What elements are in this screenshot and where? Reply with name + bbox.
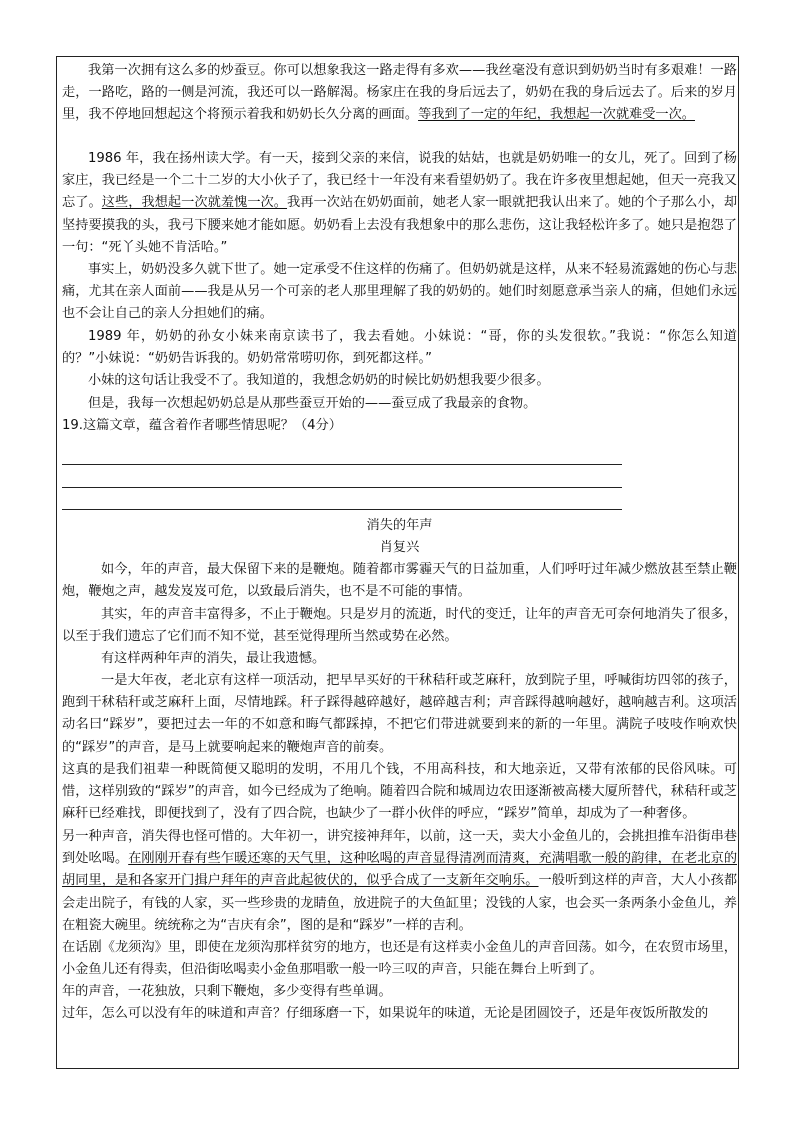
paragraph-sister-words: 小妹的这句话让我受不了。我知道的，我想念奶奶的时候比奶奶想我要少很多。 (88, 373, 550, 388)
paragraph-grandma-pain: 事实上，奶奶没多久就下世了。她一定承受不住这样的伤痛了。但奶奶就是这样，从来不轻易流露她的伤心与悲痛，尤其在亲人面前——我是从另一个可亲的老人那里理解了我的奶奶的。她们时刻愿意承当亲人的痛，但她们永远也不会让自己的亲人分担她们的痛。 (62, 262, 737, 322)
underlined-sentence: 等我到了一定的年纪，我想起一次就难受一次。 (418, 107, 695, 123)
text: 一般听到这样的声音，大人小孩都会走出院子，有钱的人家，买一些珍贵的龙睛鱼，放进院子的大鱼缸里；没钱的人家，也会买一条两条小金鱼儿，养在粗瓷大碗里。统统称之为“吉庆有余”，图的是和“踩岁”一样的吉利。 (62, 873, 738, 933)
text: 另一种声音，消失得也怪可惜的。大年初一，讲究接神拜年，以前，这一天，卖大小金鱼儿的，会挑担推车沿街串巷到处吆喝。 (62, 829, 737, 867)
article-author: 肖复兴 (379, 540, 420, 555)
underlined-sentence: 在刚刚开春有些乍暖还寒的天气里，这种吆喝的声音显得清冽而清爽，充满唱歌一般的韵律，在老北京的胡同里，是和各家开门揖户拜年的声音此起彼伏的，似乎合成了一支新年交响乐。 (62, 851, 738, 889)
text: 我再一次站在奶奶面前，她老人家一眼就把我认出来了。她的个子那么小，却坚持要摸我的头，我弓下腰来她才能如愿。奶奶看上去没有我想象中的那么悲伤，这让我轻松许多了。她只是抱怨了一句：“死丫头她不肯活哈。” (62, 195, 738, 255)
text: 我第一次拥有这么多的炒蚕豆。你可以想象我这一路走得有多欢——我丝毫没有意识到奶奶当时有多艰难！一路走，一路吃，路的一侧是河流，我还可以一路解渴。杨家庄在我的身后远去了，奶奶在我的身后远去了。后来的岁月里，我不停地回想起这个将预示着我和奶奶长久分离的画面。 (62, 63, 737, 123)
paragraph-firecrackers: 如今，年的声音，最大保留下来的是鞭炮。随着都市雾霾天气的日益加重，人们呼吁过年减少燃放甚至禁止鞭炮，鞭炮之声，越发岌岌可危，以致最后消失，也不是不可能的事情。 (62, 562, 737, 600)
answer-line-1[interactable] (62, 464, 622, 465)
question-19: 19.这篇文章，蕴含着作者哪些情思呢？（4分） (62, 418, 342, 433)
paragraph-longxugou: 在话剧《龙须沟》里，即使在龙须沟那样贫穷的地方，也还是有这样卖小金鱼儿的声音回荡。如今，在农贸市场里，小金鱼儿还有得卖，但沿街吆喝卖小金鱼那唱歌一般一吟三叹的声音，只能在舞台上听到了。 (62, 940, 737, 978)
text: 1986 年，我在扬州读大学。有一天，接到父亲的来信，说我的姑姑，也就是奶奶唯一的女儿，死了。回到了杨家庄，我已经是一个二十二岁的大小伙子了，我已经十一年没有来看望奶奶了。我在许多夜里想起她，但天一亮我又忘了。 (62, 151, 737, 211)
paragraph-goldfish-seller (62, 826, 737, 937)
paragraph-invention: 这真的是我们祖辈一种既简便又聪明的发明，不用几个钱，不用高科技，和大地亲近，又带有浓郁的民俗风味。可惜，这样别致的“踩岁”的声音，如今已经成为了绝响。随着四合院和城周边农田逐渐被高楼大厦所替代，秫秸秆或芝麻秆已经难找，即便找到了，没有了四合院，也缺少了一群小伙伴的呼应，“踩岁”简单，却成为了一种奢侈。 (62, 762, 737, 822)
paragraph-1989: 1989 年，奶奶的孙女小妹来南京读书了，我去看她。小妹说：“哥，你的头发很软。”我说：“你怎么知道的？”小妹说：“奶奶告诉我的。奶奶常常唠叨你，到死都这样。” (62, 329, 737, 367)
answer-line-2[interactable] (62, 487, 622, 488)
paragraph-caisui: 一是大年夜，老北京有这样一项活动，把早早买好的干秫秸秆或芝麻秆，放到院子里，呼喊街坊四邻的孩子，跑到干秫秸秆或芝麻秆上面，尽情地踩。秆子踩得越碎越好，越碎越吉利；声音踩得越响越好，越响越吉利。这项活动名曰“踩岁”，要把过去一年的不如意和晦气都踩掉，不把它们带进就要到来的新的一年里。满院子吱吱作响欢快的“踩岁”的声音，是马上就要响起来的鞭炮声音的前奏。 (62, 673, 737, 755)
answer-line-3[interactable] (62, 509, 622, 510)
paragraph-monotone: 年的声音，一花独放，只剩下鞭炮，多少变得有些单调。 (62, 984, 392, 999)
paragraph-beans-ending: 但是，我每一次想起奶奶总是从那些蚕豆开始的——蚕豆成了我最亲的食物。 (88, 396, 537, 411)
paragraph-beans-journey (62, 60, 737, 127)
document-frame (56, 56, 739, 1069)
paragraph-rich-sounds: 其实，年的声音丰富得多，不止于鞭炮。只是岁月的流逝，时代的变迁，让年的声音无可奈何地消失了很多，以至于我们遗忘了它们而不知不觉，甚至觉得理所当然或势在必然。 (62, 607, 737, 645)
paragraph-two-sounds: 有这样两种年声的消失，最让我遗憾。 (101, 651, 326, 666)
underlined-sentence: 这些，我想起一次就羞愧一次。 (101, 195, 288, 211)
paragraph-new-year-flavor: 过年，怎么可以没有年的味道和声音？仔细琢磨一下，如果说年的味道，无论是团圆饺子，还是年夜饭所散发的 (62, 1006, 709, 1021)
paragraph-1986 (62, 148, 737, 259)
article-title: 消失的年声 (366, 518, 433, 533)
